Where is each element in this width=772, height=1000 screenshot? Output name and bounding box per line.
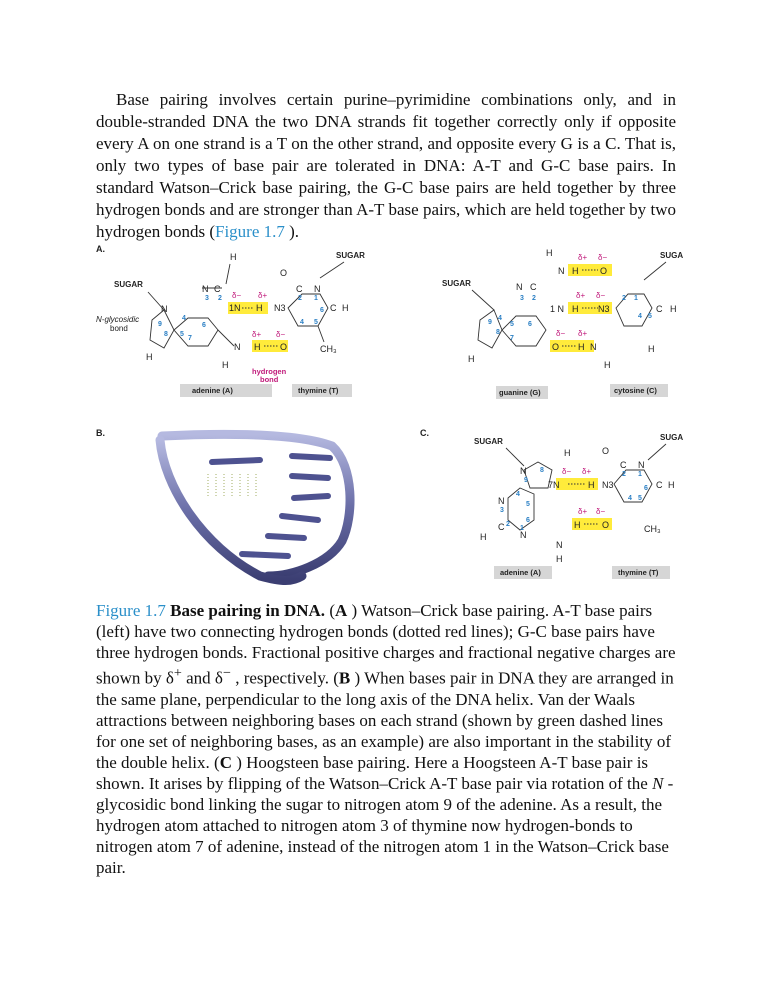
svg-text:H: H: [574, 520, 581, 530]
svg-text:5: 5: [510, 321, 514, 328]
svg-text:δ+: δ+: [576, 291, 586, 300]
svg-text:δ−: δ−: [598, 253, 608, 262]
svg-text:4: 4: [498, 315, 502, 322]
svg-text:δ−: δ−: [562, 467, 572, 476]
svg-text:H: H: [572, 266, 579, 276]
svg-text:H: H: [342, 303, 349, 313]
sugar-left-label: SUGAR: [114, 280, 143, 289]
svg-text:5: 5: [314, 319, 318, 326]
svg-text:6: 6: [320, 307, 324, 314]
svg-text:N: N: [202, 284, 209, 294]
svg-text:N: N: [234, 342, 241, 352]
svg-text:H: H: [468, 354, 475, 364]
svg-text:N: N: [590, 342, 597, 352]
svg-text:4: 4: [638, 313, 642, 320]
guanine-name-label: guanine (G): [499, 388, 541, 397]
svg-text:H: H: [556, 554, 563, 564]
svg-text:3: 3: [520, 295, 524, 302]
figure-caption: Figure 1.7 Base pairing in DNA. (A ) Watson–Crick base pairing. A-T base pairs (left) have two connecting hydrogen bonds (dotted red lines); G-C base pairs have three hydrogen bonds. Fractional positive charges and fractional negative charges are shown by δ+ and δ− , respectively. (B ) When bases pair in DNA they are arranged in the same plane, perpendicular to the long axis of the DNA helix. Van der Waals attractions between neighboring bases on each strand (shown by green dashed lines for one set of neighboring bases, as an example) are also important in the stability of the double helix. (C ) Hoogsteen base pairing. Here a Hoogsteen A-T base pair is shown. It arises by flipping of the Watson–Crick A-T base pair via rotation of the N -glycosidic bond linking the sugar to nitrogen atom 9 of the adenine. As a result, the hydrogen atom attached to nitrogen atom 3 of thymine now hydrogen-bonds to nitrogen atom 7 of adenine, instead of the nitrogen atom 1 in the Watson–Crick base pair.: [96, 601, 676, 877]
svg-text:δ+: δ+: [258, 291, 268, 300]
svg-text:N: N: [520, 466, 527, 476]
svg-text:H: H: [604, 360, 611, 370]
svg-text:N: N: [638, 460, 645, 470]
svg-text:N3: N3: [602, 480, 614, 490]
thymine-name-label: thymine (T): [298, 386, 339, 395]
svg-text:H: H: [146, 352, 153, 362]
svg-text:H: H: [256, 303, 263, 313]
svg-text:8: 8: [540, 467, 544, 474]
svg-text:C: C: [656, 304, 663, 314]
svg-text:1N: 1N: [229, 303, 241, 313]
svg-text:δ−: δ−: [232, 291, 242, 300]
caption-title: Base pairing in DNA.: [165, 601, 326, 620]
svg-text:2: 2: [298, 295, 302, 302]
svg-text:3: 3: [500, 507, 504, 514]
panel-a-letter: A.: [96, 244, 105, 254]
hydrogen-bond-label-1: hydrogen: [252, 367, 287, 376]
svg-text:7: 7: [188, 335, 192, 342]
svg-text:6: 6: [202, 322, 206, 329]
svg-text:δ+: δ+: [578, 253, 588, 262]
svg-text:H: H: [564, 448, 571, 458]
svg-text:H: H: [546, 248, 553, 258]
svg-text:H: H: [668, 480, 675, 490]
svg-text:O: O: [280, 342, 288, 352]
caption-figure-ref[interactable]: Figure 1.7: [96, 601, 166, 620]
svg-text:C: C: [330, 303, 337, 313]
svg-text:H: H: [480, 532, 487, 542]
svg-text:1: 1: [314, 295, 318, 302]
intro-paragraph: [96, 89, 676, 243]
svg-text:H: H: [572, 304, 579, 314]
svg-text:6: 6: [526, 517, 530, 524]
panel-b-letter: B.: [96, 428, 105, 438]
svg-text:H: H: [222, 360, 229, 370]
svg-text:O: O: [600, 266, 608, 276]
svg-text:7: 7: [510, 335, 514, 342]
svg-text:9: 9: [524, 477, 528, 484]
svg-text:7N: 7N: [548, 480, 560, 490]
svg-text:C: C: [498, 522, 505, 532]
hoogsteen-sugar-left-label: SUGAR: [474, 437, 503, 446]
svg-text:8: 8: [164, 331, 168, 338]
sugar-right-label: SUGAR: [336, 251, 365, 260]
intro-text-1: Base pairing involves certain purine–pyrimidine combinations only, and in double-stranded DNA the two DNA strands fit together correctly only if opposite every A on one strand is a T on the other strand, and opposite every G is a C. That is, only two types of base pair are tolerated in DNA: A-T and G-C base pairs. In standard Watson–Crick base pairing, the G-C base pairs are held together by three hydrogen bonds and are stronger than A-T base pairs, which are held together by two hydrogen bonds (: [96, 90, 676, 241]
hoogsteen-thymine-name-label: thymine (T): [618, 568, 659, 577]
figure-link[interactable]: Figure 1.7: [214, 222, 285, 241]
svg-text:O: O: [552, 342, 560, 352]
svg-text:H: H: [578, 342, 585, 352]
cytosine-name-label: cytosine (C): [614, 386, 657, 395]
svg-text:6: 6: [528, 321, 532, 328]
svg-text:4: 4: [182, 315, 186, 322]
svg-text:5: 5: [526, 501, 530, 508]
svg-text:CH₃: CH₃: [644, 524, 661, 534]
svg-text:4: 4: [516, 491, 520, 498]
svg-text:δ−: δ−: [276, 330, 286, 339]
caption-part-b: ) When bases pair in DNA they are arranged in the same plane, perpendicular to the long axis of the DNA helix. Van der Waals attractions between neighboring bases on each strand (shown by green dashed lines for one set of neighboring bases, as an example) are also important in the stability of the double helix. (: [96, 668, 674, 772]
svg-text:N: N: [516, 282, 523, 292]
svg-text:H: H: [588, 480, 595, 490]
svg-text:8: 8: [496, 329, 500, 336]
svg-text:N: N: [556, 540, 563, 550]
svg-text:2: 2: [622, 295, 626, 302]
svg-text:C: C: [530, 282, 537, 292]
gc-sugar-left-label: SUGAR: [442, 279, 471, 288]
svg-text:CH₃: CH₃: [320, 344, 337, 354]
svg-text:N: N: [520, 530, 527, 540]
svg-text:O: O: [602, 446, 610, 456]
svg-text:δ+: δ+: [578, 507, 588, 516]
glycosidic-label-1: N-glycosidic: [96, 315, 140, 324]
svg-text:δ−: δ−: [596, 291, 606, 300]
adenine-name-label: adenine (A): [192, 386, 233, 395]
svg-text:2: 2: [506, 521, 510, 528]
panel-c-hoogsteen-diagram: [416, 426, 686, 586]
caption-part-c-1: ) Hoogsteen base pairing. Here a Hoogsteen A-T base pair is shown. It arises by flipping of the Watson–Crick A-T base pair via rotation of the: [96, 752, 653, 793]
svg-text:H: H: [254, 342, 261, 352]
svg-text:δ−: δ−: [596, 507, 606, 516]
svg-text:N3: N3: [598, 304, 610, 314]
svg-text:4: 4: [628, 495, 632, 502]
svg-text:2: 2: [532, 295, 536, 302]
svg-text:H: H: [648, 344, 655, 354]
glycosidic-label-2: bond: [110, 324, 128, 333]
hoogsteen-adenine-name-label: adenine (A): [500, 568, 541, 577]
panel-c-letter: C.: [420, 428, 429, 438]
svg-text:2: 2: [218, 295, 222, 302]
svg-text:C: C: [214, 284, 221, 294]
panel-a-gc-diagram: [438, 244, 684, 404]
svg-text:5: 5: [638, 495, 642, 502]
svg-text:N: N: [498, 496, 505, 506]
panel-a-at-diagram: [92, 242, 392, 402]
svg-text:9: 9: [158, 321, 162, 328]
svg-text:N3: N3: [274, 303, 286, 313]
svg-text:1: 1: [638, 471, 642, 478]
hoogsteen-sugar-right-label: SUGA: [660, 433, 684, 442]
svg-text:H: H: [670, 304, 677, 314]
svg-text:3: 3: [205, 295, 209, 302]
svg-text:H: H: [230, 252, 237, 262]
svg-text:C: C: [656, 480, 663, 490]
svg-text:N: N: [314, 284, 321, 294]
svg-text:5: 5: [648, 313, 652, 320]
caption-part-a: ) Watson–Crick base pairing. A-T base pairs (left) have two connecting hydrogen bonds (dotted red lines); G-C base pairs have three hydrogen bonds. Fractional positive charges and fractional negative charges are shown by δ: [96, 601, 676, 688]
svg-text:C: C: [296, 284, 303, 294]
svg-text:2: 2: [622, 471, 626, 478]
svg-text:1: 1: [634, 295, 638, 302]
hydrogen-bond-label-2: bond: [260, 375, 279, 384]
svg-text:δ−: δ−: [556, 329, 566, 338]
svg-text:O: O: [280, 268, 288, 278]
svg-text:O: O: [602, 520, 610, 530]
svg-text:δ+: δ+: [578, 329, 588, 338]
caption-part-c-2: -glycosidic bond linking the sugar to nitrogen atom 9 of the adenine. As a result, the hydrogen atom attached to nitrogen atom 3 of thymine now hydrogen-bonds to nitrogen atom 7 of adenine, instead of the nitrogen atom 1 in the Watson–Crick base pair.: [96, 773, 674, 877]
svg-text:1 N: 1 N: [550, 304, 565, 314]
svg-text:1: 1: [520, 525, 524, 532]
intro-text-2: ).: [284, 222, 300, 241]
svg-text:N: N: [558, 266, 565, 276]
svg-text:δ+: δ+: [582, 467, 592, 476]
gc-sugar-right-label: SUGA: [660, 251, 684, 260]
svg-text:4: 4: [300, 319, 304, 326]
svg-text:6: 6: [644, 485, 648, 492]
panel-b-helix-diagram: [92, 426, 392, 586]
svg-text:5: 5: [180, 331, 184, 338]
svg-text:C: C: [620, 460, 627, 470]
svg-text:N: N: [161, 304, 168, 314]
svg-text:δ+: δ+: [252, 330, 262, 339]
svg-text:9: 9: [488, 319, 492, 326]
